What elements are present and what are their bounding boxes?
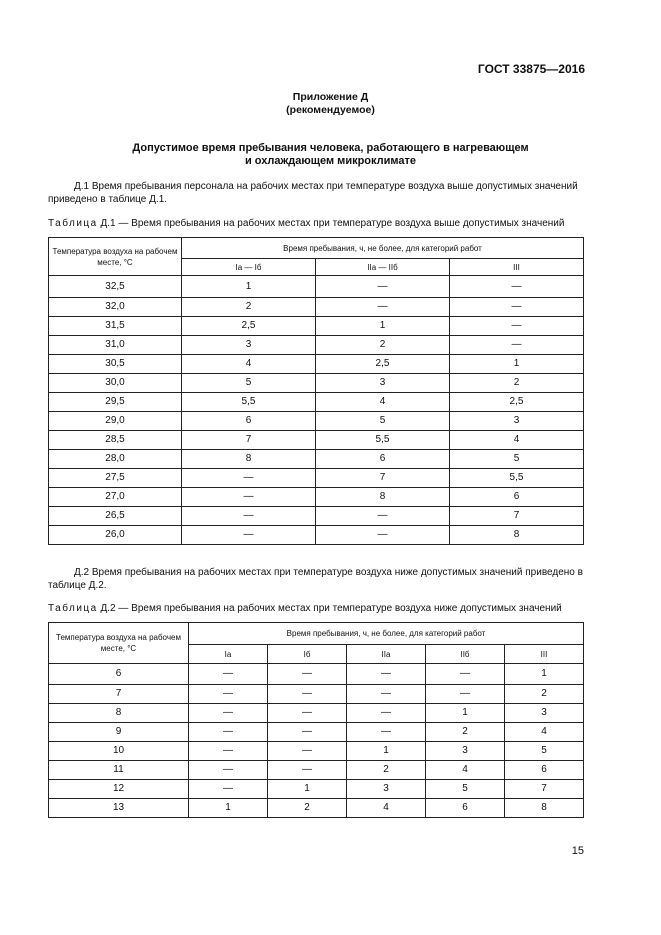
duration-cell: — (189, 742, 268, 761)
duration-cell: 1 (450, 355, 584, 374)
temperature-cell: 31,5 (49, 317, 182, 336)
duration-cell: 4 (347, 799, 426, 818)
duration-cell: — (189, 761, 268, 780)
table-d1-caption-text: Д.1 — Время пребывания на рабочих местах при температуре воздуха выше допустимых значений (97, 218, 565, 229)
duration-cell: 4 (182, 355, 316, 374)
table-d2-header-category: III (505, 645, 584, 664)
duration-cell: 6 (182, 412, 316, 431)
table-row (49, 450, 584, 469)
table-d1-header-category: Iа — Iб (182, 259, 316, 276)
document-code: ГОСТ 33875—2016 (477, 62, 585, 76)
temperature-cell: 11 (49, 761, 189, 780)
duration-cell: 2,5 (450, 393, 584, 412)
temperature-cell: 26,5 (49, 507, 182, 526)
temperature-cell: 10 (49, 742, 189, 761)
table-d2-header-category: Iб (268, 645, 347, 664)
temperature-cell: 6 (49, 664, 189, 685)
table-row (49, 723, 584, 742)
table-row (49, 355, 584, 374)
duration-cell: 2,5 (182, 317, 316, 336)
temperature-cell: 30,0 (49, 374, 182, 393)
duration-cell: — (182, 507, 316, 526)
duration-cell: 1 (182, 276, 316, 298)
table-row (49, 298, 584, 317)
duration-cell: 2 (268, 799, 347, 818)
table-row (49, 799, 584, 818)
duration-cell: — (268, 664, 347, 685)
duration-cell: — (189, 704, 268, 723)
duration-cell: 7 (182, 431, 316, 450)
duration-cell: 5 (316, 412, 450, 431)
duration-cell: 1 (426, 704, 505, 723)
duration-cell: 5 (450, 450, 584, 469)
duration-cell: 6 (316, 450, 450, 469)
temperature-cell: 32,5 (49, 276, 182, 298)
duration-cell: 5 (182, 374, 316, 393)
table-d2-caption-prefix: Таблица (48, 603, 98, 614)
duration-cell: — (426, 664, 505, 685)
temperature-cell: 27,0 (49, 488, 182, 507)
duration-cell: 2 (505, 685, 584, 704)
temperature-cell: 8 (49, 704, 189, 723)
duration-cell: — (316, 507, 450, 526)
table-d1-header-duration: Время пребывания, ч, не более, для категорий работ (182, 238, 584, 259)
table-row (49, 704, 584, 723)
duration-cell: 3 (347, 780, 426, 799)
duration-cell: — (189, 685, 268, 704)
duration-cell: 5,5 (182, 393, 316, 412)
duration-cell: 8 (505, 799, 584, 818)
table-row (49, 317, 584, 336)
temperature-cell: 27,5 (49, 469, 182, 488)
table-row (49, 431, 584, 450)
table-row (49, 412, 584, 431)
duration-cell: — (182, 526, 316, 545)
duration-cell: 1 (316, 317, 450, 336)
table-d2 (48, 622, 584, 818)
duration-cell: 8 (316, 488, 450, 507)
table-d1-caption (48, 217, 614, 230)
table-d1-caption-prefix: Таблица (48, 218, 98, 229)
duration-cell: — (268, 761, 347, 780)
duration-cell: — (316, 276, 450, 298)
duration-cell: 1 (505, 664, 584, 685)
duration-cell: — (268, 723, 347, 742)
duration-cell: — (189, 780, 268, 799)
page-number: 15 (571, 845, 584, 857)
duration-cell: — (189, 723, 268, 742)
table-row (49, 526, 584, 545)
duration-cell: 2 (182, 298, 316, 317)
duration-cell: 6 (505, 761, 584, 780)
table-d2-header-temperature: Температура воздуха на рабочем месте, °С (49, 623, 189, 664)
duration-cell: — (268, 685, 347, 704)
temperature-cell: 30,5 (49, 355, 182, 374)
temperature-cell: 28,0 (49, 450, 182, 469)
table-d2-header-category: IIа (347, 645, 426, 664)
duration-cell: — (347, 685, 426, 704)
table-d2-header-category: IIб (426, 645, 505, 664)
paragraph-d2: Д.2 Время пребывания на рабочих местах при температуре воздуха ниже допустимых значений приведено в таблице Д.2. (48, 567, 583, 591)
duration-cell: 3 (450, 412, 584, 431)
table-row (49, 742, 584, 761)
appendix-heading-line-2: и охлаждающем микроклимате (244, 155, 417, 167)
temperature-cell: 31,0 (49, 336, 182, 355)
duration-cell: — (426, 685, 505, 704)
table-row (49, 336, 584, 355)
temperature-cell: 32,0 (49, 298, 182, 317)
duration-cell: — (450, 317, 584, 336)
duration-cell: 3 (426, 742, 505, 761)
table-d1-header-category: IIа — IIб (316, 259, 450, 276)
table-d2-caption-text: Д.2 — Время пребывания на рабочих местах при температуре воздуха ниже допустимых значений (97, 603, 562, 614)
duration-cell: 7 (450, 507, 584, 526)
temperature-cell: 29,5 (49, 393, 182, 412)
duration-cell: 6 (426, 799, 505, 818)
duration-cell: 5,5 (450, 469, 584, 488)
table-d1-header-temperature: Температура воздуха на рабочем месте, °С (49, 238, 182, 276)
duration-cell: 1 (347, 742, 426, 761)
duration-cell: 8 (450, 526, 584, 545)
duration-cell: 5 (426, 780, 505, 799)
duration-cell: 2,5 (316, 355, 450, 374)
appendix-title: Приложение Д (292, 91, 369, 103)
duration-cell: 1 (268, 780, 347, 799)
duration-cell: 7 (316, 469, 450, 488)
duration-cell: — (450, 276, 584, 298)
duration-cell: 4 (426, 761, 505, 780)
paragraph-d1: Д.1 Время пребывания персонала на рабочих местах при температуре воздуха выше допустимых значений приведено в таблице Д.1. (48, 181, 578, 205)
table-row (49, 393, 584, 412)
duration-cell: 3 (505, 704, 584, 723)
table-d1-header-category: III (450, 259, 584, 276)
duration-cell: 2 (450, 374, 584, 393)
temperature-cell: 9 (49, 723, 189, 742)
duration-cell: 2 (347, 761, 426, 780)
table-row (49, 664, 584, 685)
duration-cell: 4 (316, 393, 450, 412)
table-row (49, 685, 584, 704)
table-row (49, 507, 584, 526)
temperature-cell: 13 (49, 799, 189, 818)
table-d2-header-category: Iа (189, 645, 268, 664)
duration-cell: 4 (450, 431, 584, 450)
table-row (49, 761, 584, 780)
duration-cell: — (189, 664, 268, 685)
table-row (49, 780, 584, 799)
temperature-cell: 7 (49, 685, 189, 704)
table-row (49, 276, 584, 298)
temperature-cell: 29,0 (49, 412, 182, 431)
table-row (49, 469, 584, 488)
duration-cell: 5,5 (316, 431, 450, 450)
duration-cell: 1 (189, 799, 268, 818)
appendix-status: (рекомендуемое) (286, 104, 375, 116)
duration-cell: 3 (182, 336, 316, 355)
duration-cell: — (316, 526, 450, 545)
duration-cell: 2 (316, 336, 450, 355)
table-d1 (48, 237, 584, 545)
duration-cell: — (268, 742, 347, 761)
duration-cell: 4 (505, 723, 584, 742)
duration-cell: — (347, 723, 426, 742)
duration-cell: — (450, 336, 584, 355)
duration-cell: — (347, 664, 426, 685)
duration-cell: — (347, 704, 426, 723)
duration-cell: 5 (505, 742, 584, 761)
appendix-heading-line-1: Допустимое время пребывания человека, работающего в нагревающем (132, 142, 529, 154)
table-row (49, 488, 584, 507)
table-d2-caption (48, 602, 614, 615)
table-row (49, 374, 584, 393)
temperature-cell: 26,0 (49, 526, 182, 545)
table-d2-header-duration: Время пребывания, ч, не более, для категорий работ (189, 623, 584, 645)
duration-cell: — (268, 704, 347, 723)
duration-cell: — (182, 469, 316, 488)
temperature-cell: 28,5 (49, 431, 182, 450)
temperature-cell: 12 (49, 780, 189, 799)
duration-cell: — (316, 298, 450, 317)
duration-cell: 3 (316, 374, 450, 393)
duration-cell: 8 (182, 450, 316, 469)
duration-cell: 7 (505, 780, 584, 799)
duration-cell: 6 (450, 488, 584, 507)
duration-cell: — (182, 488, 316, 507)
duration-cell: — (450, 298, 584, 317)
duration-cell: 2 (426, 723, 505, 742)
